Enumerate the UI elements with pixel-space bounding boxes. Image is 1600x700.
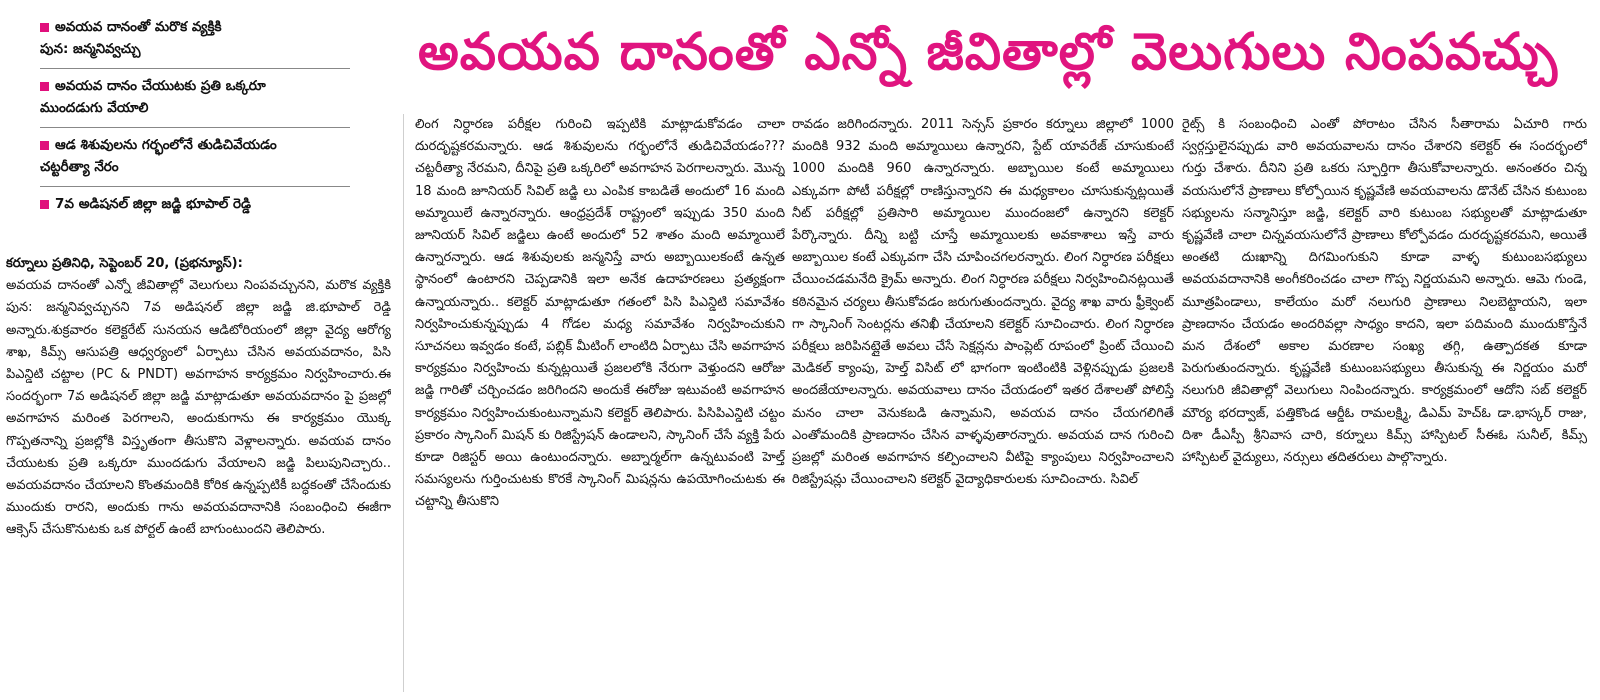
article-column-4	[1182, 114, 1587, 694]
bullet-item	[40, 10, 350, 69]
article-body-text: రైట్స్ కి సంబంధించి ఎంతో పోరాటం చేసిన సీతారామ ఏచూరి గారు స్వర్గస్తులైనప్పుడు వారి అవయవాలను దానం చేశారని కలెక్టర్ ఈ సందర్భంలో గుర్తు చేశారు. దీనిని ప్రతి ఒకరు స్ఫూర్తిగా తీసుకోవాలన్నారు. అనంతరం చిన్న వయసులోనే ప్రాణాలు కోల్పోయిన కృష్ణవేణి అవయవాలను డొనేట్ చేసిన కుటుంబ సభ్యులను సన్మానిస్తూ జడ్జి, కలెక్టర్ వారి కుటుంబ సభ్యులతో మాట్లాడుతూ కృష్ణవేణి చాలా చిన్నవయసులోనే ప్రాణాలు కోల్పోవడం దురదృష్టకరమని, అయితే అంతటి దుఃఖాన్ని దిగమింగుకుని కూడా వాళ్ళ కుటుంబసభ్యులు అవయవదానానికి అంగీకరించడం చాలా గొప్ప నిర్ణయమని అన్నారు. ఆమె గుండె, మూత్రపిండాలు, కాలేయం మరో నలుగురి ప్రాణాలు నిలబెట్టాయని, ఇలా ప్రాణదానం చేయడం అందరివల్లా సాధ్యం కాదని, ఇలా పదిమంది ముందుకొస్తేనే మన దేశంలో అకాల మరణాల సంఖ్య తగ్గి, ఉత్పాదకత కూడా పెరుగుతుందన్నారు. కృష్ణవేణి కుటుంబసభ్యులు తీసుకున్న ఈ నిర్ణయం మరో నలుగురి జీవితాల్లో వెలుగులు నింపిందన్నారు. కార్యక్రమంలో ఆదోని సబ్ కలెక్టర్ మౌర్య భరద్వాజ్, పత్తికొండ ఆర్డీఓ రామలక్ష్మి, డిఎమ్ హెచ్ఓ డా.భాస్కర్ రాజు, దిశా డీఎస్పీ శ్రీనివాస చారి, కర్నూలు కిమ్స్ హాస్పిటల్ సీఈఓ సునీల్, కిమ్స్ హాస్పిటల్ వైద్యులు, నర్సులు తదితరులు పాల్గొన్నారు.	[1182, 117, 1587, 466]
bullet-item	[40, 69, 350, 128]
bullet-text: 7వ అడిషనల్ జిల్లా జడ్జి భూపాల్ రెడ్డి	[55, 196, 252, 212]
headline: అవయవ దానంతో ఎన్నో జీవితాల్లో వెలుగులు నింపవచ్చు	[418, 23, 1559, 82]
square-bullet-icon	[40, 82, 49, 91]
highlight-bullets	[40, 10, 350, 223]
article-body-text: అవయవ దానంతో ఎన్నో జీవితాల్లో వెలుగులు నింపవచ్చునని, మరొక వ్యక్తికి పున: జన్మనివ్వచ్చునని 7వ అడిషనల్ జిల్లా జడ్జి జి.భూపాల్ రెడ్డి అన్నారు.శుక్రవారం కలెక్టరేట్ సునయన ఆడిటోరియంలో జిల్లా వైద్య ఆరోగ్య శాఖ, కిమ్స్ ఆసుపత్రి ఆధ్వర్యంలో ఏర్పాటు చేసిన అవయవదానం, పిసి పిఎన్డిటి చట్టాల (PC & PNDT) అవగాహన కార్యక్రమం నిర్వహించారు.ఈ సందర్భంగా 7వ అడిషనల్ జిల్లా జడ్జి మాట్లాడుతూ అవయవదానం పై ప్రజల్లో అవగాహన మరింత పెరగాలని, అందుకుగాను ఈ కార్యక్రమం యొక్క గొప్పతనాన్ని ప్రజల్లోకి విస్తృతంగా తీసుకొని వెళ్లాలన్నారు. అవయవ దానం చేయుటకు ప్రతి ఒక్కరూ ముందడుగు వేయాలని జడ్జి పిలుపునిచ్చారు.. అవయవదానం చేయాలని కొంతమందికి కోరిక ఉన్నప్పటికీ బద్ధకంతో చేసేందుకు ముందుకు రారని, అందుకు గాను అవయవదానానికి సంబంధించి ఈజీగా ఆక్సెస్ చేసుకొనుటకు ఒక పోర్టల్ ఉంటే బాగుంటుందని తెలిపారు.	[6, 278, 391, 538]
bullet-text: చట్టరీత్యా నేరం	[40, 159, 119, 175]
article-column-1	[6, 253, 391, 693]
bullet-text: అవయవ దానం చేయుటకు ప్రతి ఒక్కరూ	[55, 78, 266, 94]
article-body-text: లింగ నిర్ధారణ పరీక్షల గురించి ఇప్పటికి మాట్లాడుకోవడం చాలా దురదృష్టకరమన్నారు. ఆడ శిశువులను గర్భంలోనే తుడిచివేయడం???చట్టరీత్యా నేరమని, దీనిపై ప్రతి ఒక్కరిలో అవగాహన పెరగాలన్నారు. మొన్న 18 మంది జూనియర్ సివిల్ జడ్జి లు ఎంపిక కాబడితే అందులో 16 మంది అమ్మాయిలే ఉన్నారన్నారు. ఆంధ్రప్రదేశ్ రాష్ట్రంలో ఇప్పుడు 350 మంది జూనియర్ సివిల్ జడ్జిలు ఉంటే అందులో 52 శాతం మంది అమ్మాయిలే ఉన్నారన్నారు. ఆడ శిశువులకు జన్మనిస్తే వారు అబ్బాయిలకంటే ఉన్నత స్థానంలో ఉంటారని చెప్పడానికి ఇలా అనేక ఉదాహరణలు ప్రత్యక్షంగా ఉన్నాయన్నారు.. కలెక్టర్ మాట్లాడుతూ గతంలో పిసి పిఎన్డిటి సమావేశం నిర్వహించుకున్నప్పుడు 4 గోడల మధ్య సమావేశం నిర్వహించుకుని సూచనలు ఇవ్వడం కంటే, పబ్లిక్ మీటింగ్ లాంటిది ఏర్పాటు చేసి అవగాహన కార్యక్రమం నిర్వహించు కున్నట్లయితే ప్రజలలోకి నేరుగా వెళ్తుందని ఆరోజు జడ్జి గారితో చర్చించడం జరిగిందని అందుకే ఈరోజు ఇటువంటి అవగాహన కార్యక్రమం నిర్వహించుకుంటున్నామని కలెక్టర్ తెలిపారు. పిసిపిఎన్డిటి చట్టం ప్రకారం స్కానింగ్ మిషన్ కు రిజిస్ట్రేషన్ ఉండాలని, స్కానింగ్ చేసే వ్యక్తి పేరు కూడా రిజిస్టర్ అయి ఉంటుందన్నారు. అబ్నార్మల్‌గా ఉన్నటువంటి హెల్త్ సమస్యలను గుర్తించుటకు కొరకే స్కానింగ్ మిషన్లను ఉపయోగించుటకు ఈ చట్టాన్ని తీసుకొని	[415, 117, 785, 510]
bullet-text: అవయవ దానంతో మరొక వ్యక్తికి	[55, 19, 222, 35]
square-bullet-icon	[40, 141, 49, 150]
bullet-text: పున: జన్మనివ్వచ్చు	[40, 41, 141, 57]
article-column-2	[415, 114, 785, 694]
bullet-item	[40, 128, 350, 187]
dateline: కర్నూలు ప్రతినిధి, సెప్టెంబర్ 20, (ప్రభన్యూస్):	[6, 256, 243, 271]
square-bullet-icon	[40, 200, 49, 209]
square-bullet-icon	[40, 23, 49, 32]
bullet-text: ముందడుగు వేయాలి	[40, 100, 149, 116]
article-column-3	[792, 114, 1174, 694]
bullet-text: ఆడ శిశువులను గర్భంలోనే తుడిచివేయడం	[55, 137, 277, 153]
bullet-item	[40, 187, 350, 223]
article-body-text: రావడం జరిగిందన్నారు. 2011 సెన్సస్ ప్రకారం కర్నూలు జిల్లాలో 1000 మందికి 932 మంది అమ్మాయిలు ఉన్నారని, స్టేట్ యావరేజ్ చూసుకుంటే 1000 మందికి 960 ఉన్నారన్నారు. అబ్బాయిల కంటే అమ్మాయిలు ఎక్కువగా పోటీ పరీక్షల్లో రాణిస్తున్నారని ఈ మధ్యకాలం చూసుకున్నట్లయితే నీట్ పరీక్షల్లో ప్రతిసారి అమ్మాయిల ముందంజలో ఉన్నారని కలెక్టర్ పేర్కొన్నారు. దీన్ని బట్టి చూస్తే అమ్మాయిలకు అవకాశాలు ఇస్తే వారు అబ్బాయిల కంటే ఎక్కువగా చేసి చూపించగలరన్నారు. లింగ నిర్ధారణ పరీక్షలు చేయించడమనేది క్రైమ్ అన్నారు. లింగ నిర్ధారణ పరీక్షలు నిర్వహించినట్లయితే కఠినమైన చర్యలు తీసుకోవడం జరుగుతుందన్నారు. వైద్య శాఖ వారు ఫ్రీక్వెంట్ గా స్కానింగ్ సెంటర్లను తనిఖీ చేయాలని కలెక్టర్ సూచించారు. లింగ నిర్ధారణ పరీక్షలు జరిపినట్లైతే అవలు చేసే సెక్షన్లను పాంప్లెట్ రూపంలో ప్రింట్ చేయించి మెడికల్ క్యాంపు, హెల్త్ విసిట్ లో భాగంగా ఇంటింటికి వెళ్లినప్పుడు ప్రజలకి అందజేయాలన్నారు. అవయవాలు దానం చేయడంలో ఇతర దేశాలతో పోలిస్తే మనం చాలా వెనుకబడి ఉన్నామని, అవయవ దానం చేయగలిగితే ఎంతోమందికి ప్రాణదానం చేసిన వాళ్ళవుతారన్నారు. అవయవ దాన గురించి ప్రజల్లో మరింత అవగాహన కల్పించాలని వీటిపై క్యాంపులు నిర్వహించాలని రిజిస్ట్రేషన్లు చేయించాలని కలెక్టర్ వైద్యాధికారులకు సూచించారు. సివిల్	[792, 117, 1174, 488]
column-divider	[403, 114, 404, 692]
